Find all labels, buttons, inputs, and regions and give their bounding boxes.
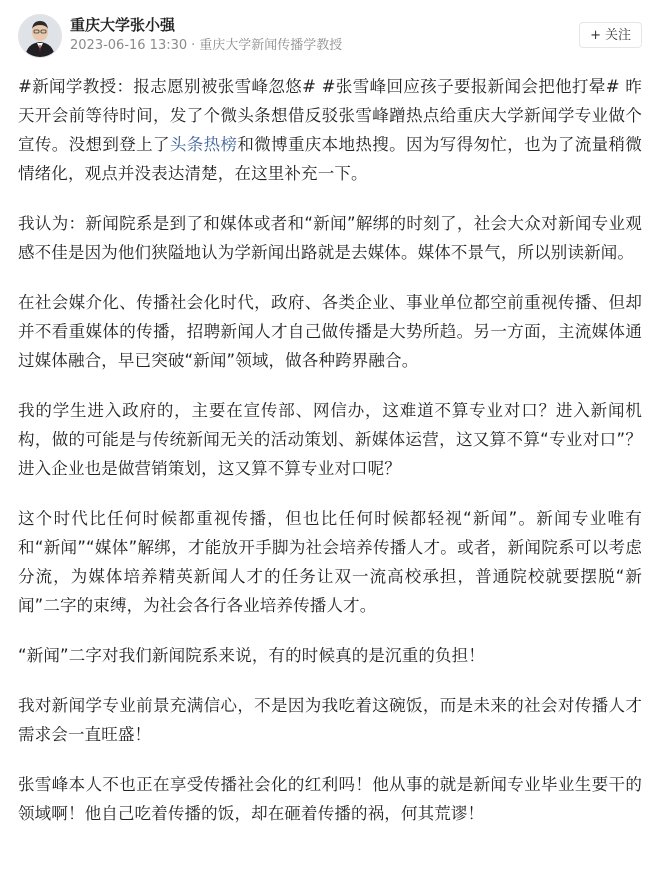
post-paragraph-6: “新闻”二字对我们新闻院系来说，有的时候真的是沉重的负担！: [18, 646, 485, 665]
follow-label: 关注: [604, 28, 631, 43]
follow-button[interactable]: [579, 22, 642, 48]
post-timestamp: 2023-06-16 13:30: [70, 38, 188, 53]
paragraph-1-text-continued: 和微博重庆本地热搜。因为写得匆忙，也为了流量稍微情绪化，观点并没表达清楚，在这里补充一下。: [18, 135, 642, 183]
post-meta: [70, 37, 342, 55]
post-paragraph-3: 在社会媒介化、传播社会化时代，政府、各类企业、事业单位都空前重视传播、但却并不看重媒体的传播，招聘新闻人才自己做传播是大势所趋。另一方面，主流媒体通过媒体融合，早已突破“新闻”领域，做各种跨界融合。: [18, 293, 642, 370]
plus-icon: +: [590, 28, 601, 43]
post-paragraph-8: 张雪峰本人不也正在享受传播社会化的红利吗！他从事的就是新闻专业毕业生要干的领域啊！他自己吃着传播的饭，却在砸着传播的祸，何其荒谬！: [18, 775, 642, 823]
post-paragraph-7: 我对新闻学专业前景充满信心，不是因为我吃着这碗饭，而是未来的社会对传播人才需求会一直旺盛！: [18, 696, 642, 744]
post-paragraph-2: 我认为：新闻院系是到了和媒体或者和“新闻”解绑的时刻了，社会大众对新闻专业观感不佳是因为他们狭隘地认为学新闻出路就是去媒体。媒体不景气，所以别读新闻。: [18, 214, 642, 262]
post-paragraph-5: 这个时代比任何时候都重视传播，但也比任何时候都轻视“新闻”。新闻专业唯有和“新闻”“媒体”解绑，才能放开手脚为社会培养传播人才。或者，新闻院系可以考虑分流，为媒体培养精英新闻人才的任务让双一流高校承担，普通院校就要摆脱“新闻”二字的束缚，为社会各行各业培养传播人才。: [18, 509, 642, 615]
paragraph-1-text: #新闻学教授：报志愿别被张雪峰忽悠# #张雪峰回应孩子要报新闻会把他打晕# 昨天开会前等待时间，发了个微头条想借反驳张雪峰蹭热点给重庆大学新闻学专业做个宣传。没想到登上了: [18, 77, 642, 154]
post-paragraph-4: 我的学生进入政府的，主要在宣传部、网信办，这难道不算专业对口？进入新闻机构，做的可能是与传统新闻无关的活动策划、新媒体运营，这又算不算“专业对口”？进入企业也是做营销策划，这又算不算专业对口呢？: [18, 401, 642, 478]
person-avatar-icon: [19, 15, 61, 57]
meta-separator: ·: [191, 38, 196, 53]
hot-list-link[interactable]: 头条热榜: [169, 135, 238, 154]
author-title: 重庆大学新闻传播学教授: [199, 38, 343, 53]
post-content: [0, 72, 660, 828]
post-paragraph-1: [18, 72, 642, 188]
post-header: [0, 0, 660, 72]
author-avatar[interactable]: [18, 14, 62, 58]
author-name[interactable]: 重庆大学张小强: [70, 16, 176, 34]
